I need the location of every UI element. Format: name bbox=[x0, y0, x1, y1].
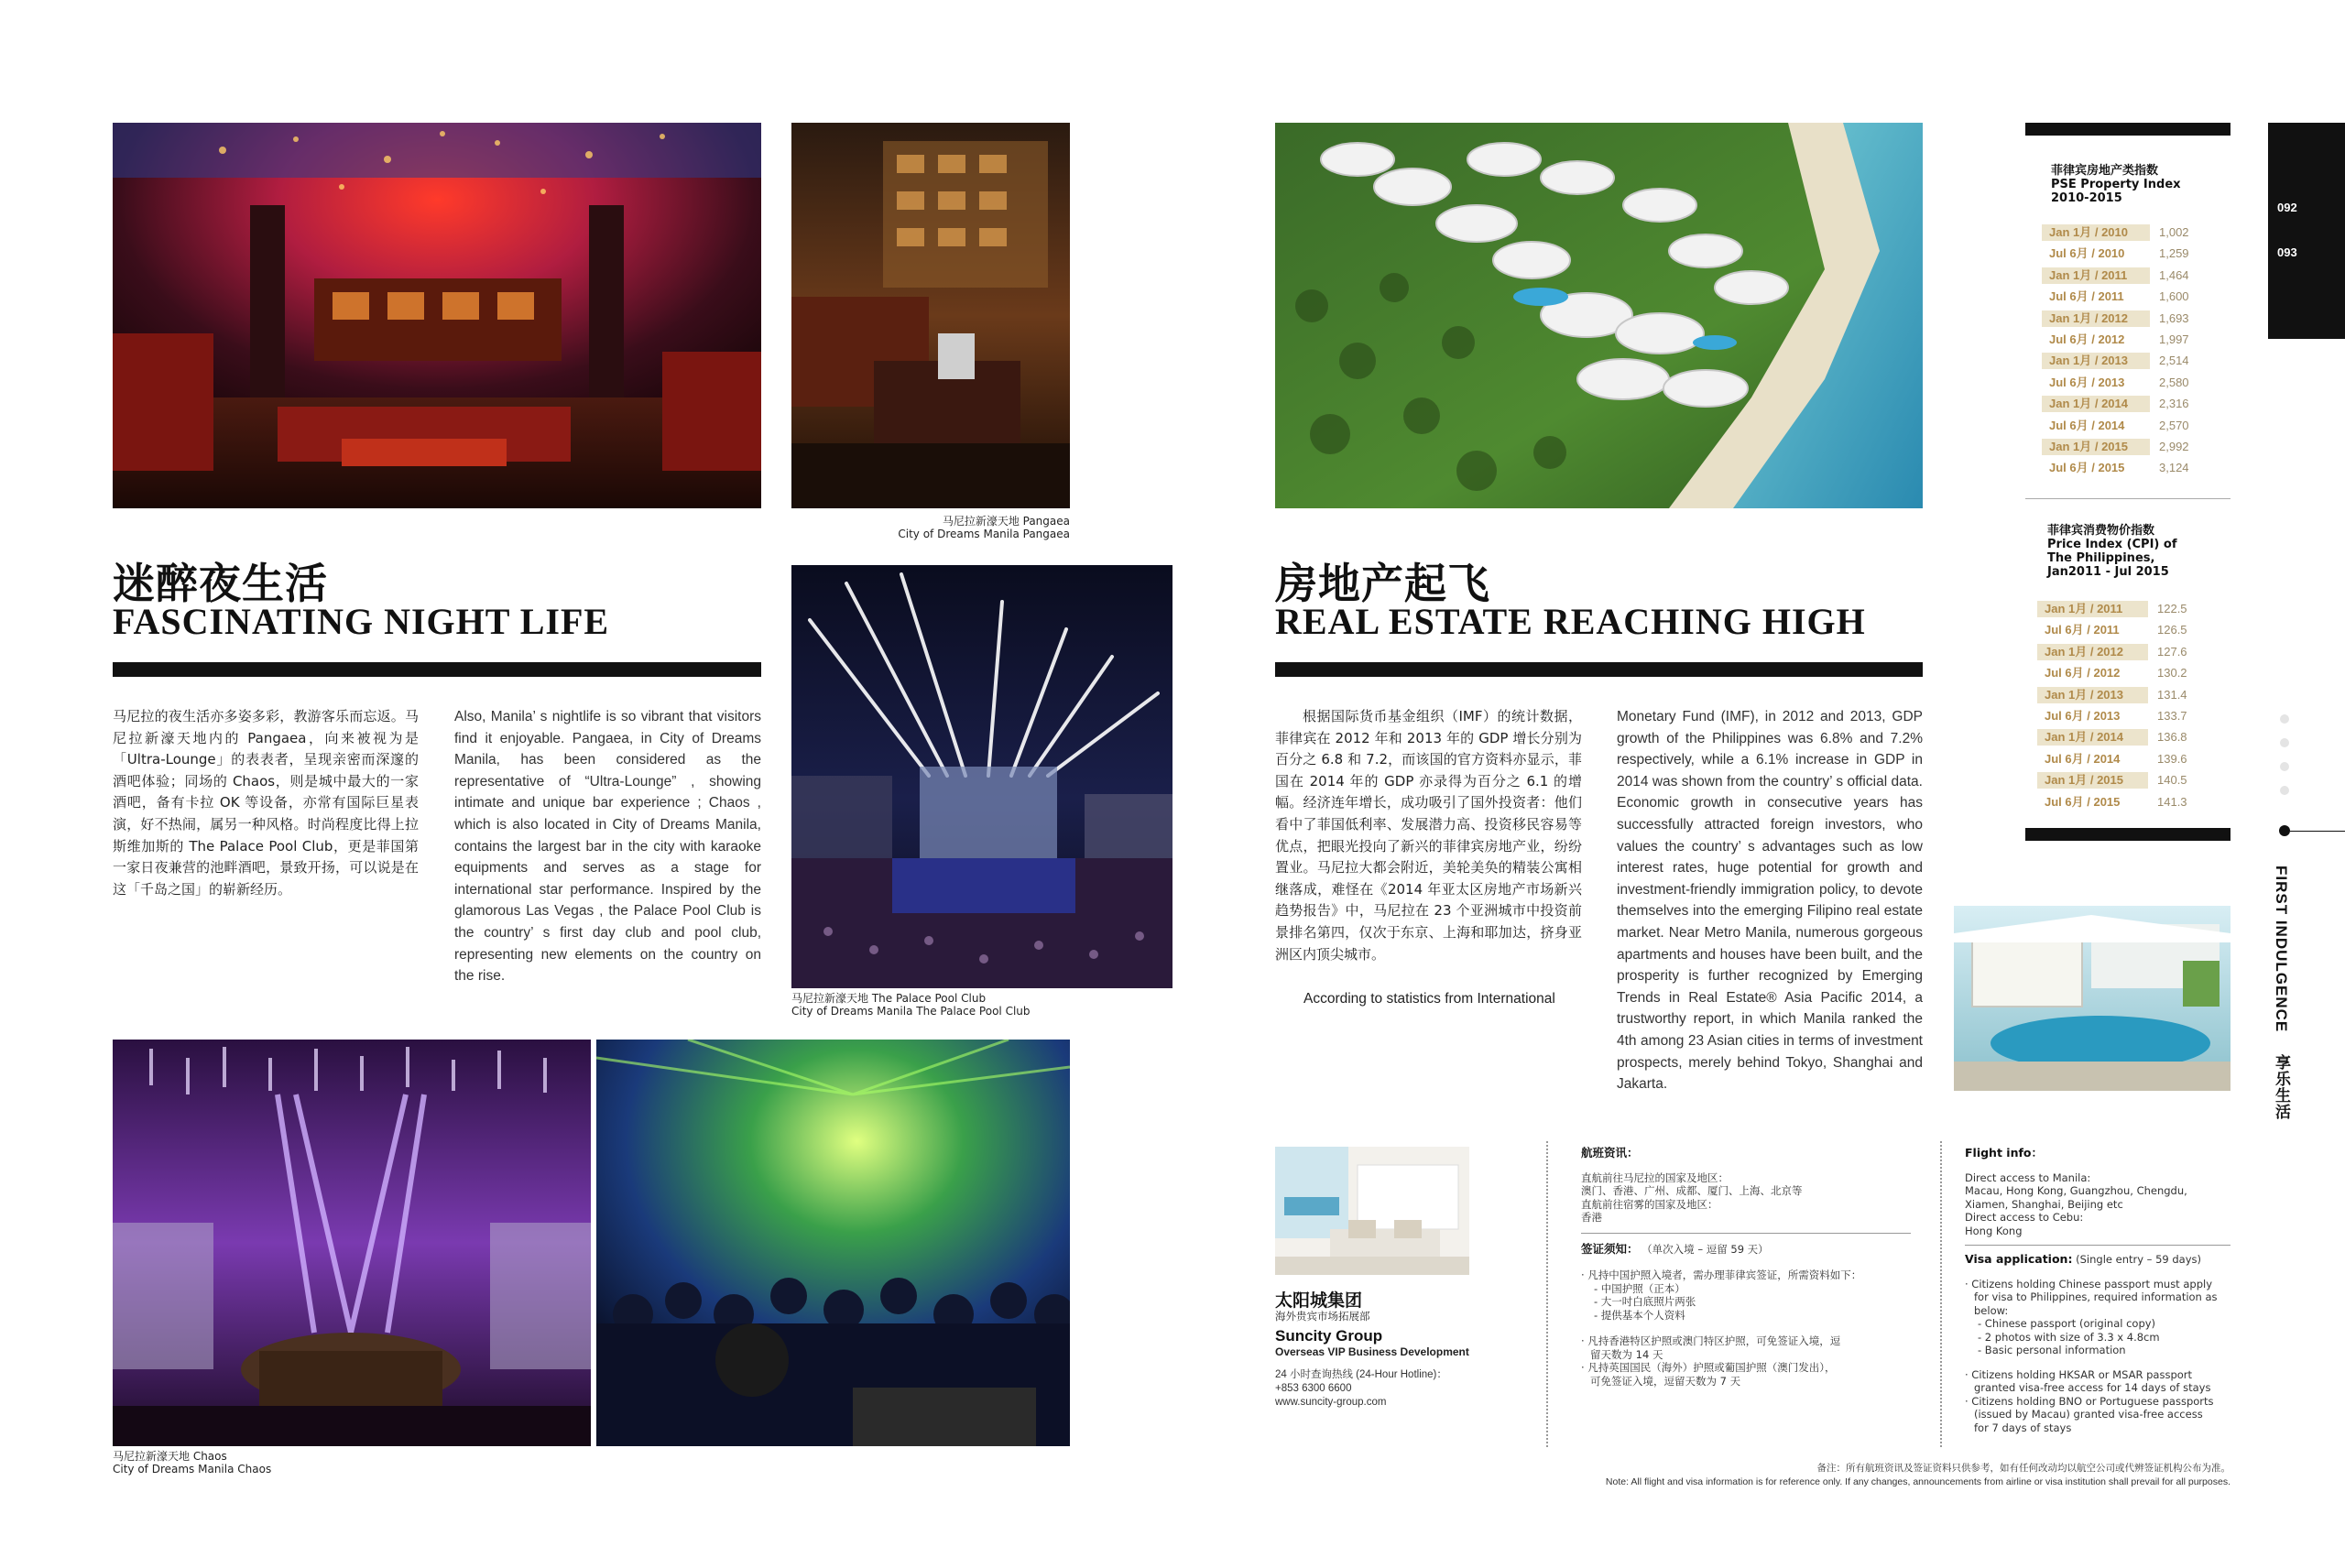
page-dot bbox=[2280, 714, 2289, 724]
cpi-date: Jul 6月 / 2011 bbox=[2045, 623, 2120, 637]
pangaea-caption-en: City of Dreams Manila Pangaea bbox=[898, 528, 1070, 540]
page-number-left: 092 bbox=[2277, 201, 2297, 214]
cpi-row bbox=[2037, 687, 2211, 705]
pse-index-title-cn: 菲律宾房地产类指数 bbox=[2051, 164, 2159, 178]
cpi-row bbox=[2037, 708, 2211, 726]
cpi-index-title bbox=[2047, 524, 2176, 579]
cpi-date: Jan 1月 / 2015 bbox=[2037, 772, 2148, 789]
suncity-phone[interactable]: +853 6300 6600 bbox=[1275, 1383, 1352, 1394]
cpi-row bbox=[2037, 794, 2211, 812]
real-estate-body-en: Monetary Fund (IMF), in 2012 and 2013, GDP growth of the Philippines was 6.8% and 7.2% respectively, while a 6.1% increase in GDP in 2014 was shown from the country’ s official data. Economic growth in consecutive years has successfully attracted foreign investors, who values the country’ s advantages such as low interest rates, huge potential for growth and investment-friendly immigration policy, to devote themselves into the emerging Filipino real estate market. Near Metro Manila, numerous gorgeous apartments and houses have been built, and the prosperity is further recognized by Emerging Trends in Real Estate® Asia Pacific 2014, a trustworthy report, in which Manila ranked the 4th among 23 Asian cities in terms of investment prospects, merely behind Tokyo, Shanghai and Jakarta. bbox=[1617, 709, 1923, 1093]
page-dot bbox=[2280, 786, 2289, 795]
pse-value: 2,514 bbox=[2159, 354, 2189, 368]
pse-value: 1,464 bbox=[2159, 267, 2189, 282]
visa-heading-en: Visa application: bbox=[1965, 1252, 2073, 1266]
cpi-value: 140.5 bbox=[2157, 773, 2187, 788]
real-estate-body-cn bbox=[1275, 706, 1582, 1010]
pse-row bbox=[2042, 439, 2216, 457]
chaos-chandelier-photo bbox=[113, 1040, 591, 1446]
pool-club-caption-en: City of Dreams Manila The Palace Pool Club bbox=[791, 1005, 1031, 1018]
cpi-index-title-cn: 菲律宾消费物价指数 bbox=[2047, 524, 2155, 538]
info-separator-1 bbox=[1546, 1141, 1548, 1447]
pse-row bbox=[2042, 310, 2216, 329]
real-estate-title-cn: 房地产起飞 bbox=[1275, 559, 1490, 608]
pse-row bbox=[2042, 224, 2216, 243]
pse-value: 1,600 bbox=[2159, 289, 2189, 304]
visa-line-en: granted visa-free access for 14 days of stays bbox=[1974, 1381, 2211, 1394]
pse-value: 3,124 bbox=[2159, 461, 2189, 475]
visa-line-cn: - 中国护照（正本） bbox=[1594, 1281, 1685, 1295]
nightlife-title-cn: 迷醉夜生活 bbox=[113, 559, 328, 608]
visa-note-cn: （单次入境 – 逗留 59 天） bbox=[1642, 1242, 1769, 1256]
flight-line-cn: 香港 bbox=[1581, 1211, 1602, 1224]
flight-line-cn: 直航前往宿雾的国家及地区： bbox=[1581, 1197, 1718, 1211]
pse-value: 2,570 bbox=[2159, 418, 2189, 432]
cpi-row bbox=[2037, 729, 2211, 747]
cpi-value: 136.8 bbox=[2157, 730, 2187, 745]
pse-date: Jul 6月 / 2010 bbox=[2049, 246, 2125, 261]
flight-info-en bbox=[1965, 1147, 2232, 1434]
footnote bbox=[1275, 1462, 2230, 1489]
visa-line-en: · Citizens holding Chinese passport must apply bbox=[1965, 1277, 2212, 1290]
suncity-website-link[interactable]: www.suncity-group.com bbox=[1275, 1397, 1387, 1408]
cpi-date: Jan 1月 / 2012 bbox=[2037, 644, 2148, 660]
pse-index-title bbox=[2051, 164, 2181, 205]
pse-row bbox=[2042, 460, 2216, 478]
cpi-value: 131.4 bbox=[2157, 687, 2187, 702]
section-label-cn: 享乐生活 bbox=[2273, 1053, 2290, 1120]
flight-line-en: Xiamen, Shanghai, Beijing etc bbox=[1965, 1197, 2123, 1211]
pse-row bbox=[2042, 332, 2216, 350]
visa-line-en: for 7 days of stays bbox=[1974, 1421, 2072, 1434]
cpi-value: 133.7 bbox=[2157, 709, 2187, 723]
cpi-value: 141.3 bbox=[2157, 794, 2187, 809]
info-separator-2 bbox=[1940, 1141, 1942, 1447]
pse-index-title-years: 2010-2015 bbox=[2051, 191, 2122, 205]
pse-index-divider bbox=[2025, 498, 2230, 499]
pse-value: 1,997 bbox=[2159, 332, 2189, 346]
cpi-date: Jan 1月 / 2013 bbox=[2037, 687, 2148, 703]
cpi-value: 139.6 bbox=[2157, 751, 2187, 766]
nightlife-title-en: FASCINATING NIGHT LIFE bbox=[113, 601, 610, 642]
cpi-value: 122.5 bbox=[2157, 602, 2187, 615]
visa-line-en: - Chinese passport (original copy) bbox=[1978, 1317, 2156, 1330]
cpi-date: Jul 6月 / 2013 bbox=[2045, 709, 2121, 723]
flight-line-cn: 澳门、香港、广州、成都、厦门、上海、北京等 bbox=[1581, 1184, 1803, 1197]
visa-line-en: - 2 photos with size of 3.3 x 4.8cm bbox=[1978, 1330, 2160, 1344]
pse-date: Jan 1月 / 2013 bbox=[2042, 353, 2150, 369]
visa-line-cn: · 凡持中国护照入境者，需办理菲律宾签证，所需资料如下： bbox=[1581, 1269, 1862, 1281]
pse-row bbox=[2042, 396, 2216, 414]
footnote-cn: 备注：所有航班资讯及签证资料只供参考，如有任何改动均以航空公司或代辨签证机构公布为准。 bbox=[1816, 1463, 2230, 1474]
suncity-name-en: Suncity Group bbox=[1275, 1327, 1383, 1345]
flight-line-en: Direct access to Cebu: bbox=[1965, 1211, 2084, 1224]
cpi-date: Jan 1月 / 2014 bbox=[2037, 729, 2148, 746]
cpi-value: 126.5 bbox=[2157, 623, 2187, 637]
page-dots bbox=[2280, 714, 2291, 843]
cpi-value: 130.2 bbox=[2157, 666, 2187, 681]
visa-line-cn: - 提供基本个人资料 bbox=[1594, 1308, 1685, 1322]
page-number-right: 093 bbox=[2277, 245, 2297, 259]
pse-date: Jul 6月 / 2014 bbox=[2049, 418, 2125, 432]
pse-row bbox=[2042, 375, 2216, 393]
pse-index-title-en: PSE Property Index bbox=[2051, 178, 2181, 191]
pool-club-caption-cn: 马尼拉新濠天地 The Palace Pool Club bbox=[791, 992, 987, 1005]
cpi-index-title-en-2: The Philippines, bbox=[2047, 551, 2155, 565]
pse-row bbox=[2042, 289, 2216, 307]
footnote-en: Note: All flight and visa information is for reference only. If any changes, announcements from airline or visa institution shall prevail for all purposes. bbox=[1605, 1476, 2230, 1487]
page-dot bbox=[2280, 738, 2289, 747]
pse-date: Jul 6月 / 2011 bbox=[2049, 289, 2124, 304]
pse-value: 1,002 bbox=[2159, 225, 2189, 239]
page-dot bbox=[2280, 762, 2289, 771]
pse-value: 2,316 bbox=[2159, 397, 2189, 411]
chaos-caption bbox=[113, 1450, 271, 1475]
resort-aerial-photo bbox=[1275, 123, 1923, 508]
visa-line-en: - Basic personal information bbox=[1978, 1344, 2126, 1356]
flight-divider-cn bbox=[1581, 1233, 1911, 1234]
visa-line-en: · Citizens holding BNO or Portuguese passports bbox=[1965, 1394, 2214, 1408]
flight-line-en: Direct access to Manila: bbox=[1965, 1171, 2091, 1184]
pool-club-caption bbox=[791, 992, 1031, 1018]
pse-date: Jan 1月 / 2012 bbox=[2042, 310, 2150, 327]
section-label bbox=[2270, 866, 2307, 1120]
visa-line-cn: · 凡持香港特区护照或澳门特区护照，可免签证入境，逗 bbox=[1581, 1334, 1841, 1347]
visa-line-en: · Citizens holding HKSAR or MSAR passport bbox=[1965, 1367, 2193, 1381]
nightlife-body-en: Also, Manila’ s nightlife is so vibrant that visitors find it enjoyable. Pangaea, in City of Dreams Manila, has been considered as the representative of “Ultra-Lounge” , showing intimate and unique bar experience ; Chaos , which is also located in City of Dreams Manila, contains the largest bar in the city with karaoke equipments and serves as a stage for international star performance. Inspired by the glamorous Las Vegas , the Palace Pool Club is the country’ s first day club and pool club, representing new elements on the country on the rise. bbox=[454, 709, 761, 985]
flight-line-en: Macau, Hong Kong, Guangzhou, Chengdu, bbox=[1965, 1184, 2187, 1197]
flight-heading-cn: 航班资讯： bbox=[1581, 1146, 1639, 1160]
visa-line-cn: 留天数为 14 天 bbox=[1590, 1347, 1663, 1361]
pse-date: Jul 6月 / 2015 bbox=[2049, 461, 2125, 475]
flight-line-cn: 直航前往马尼拉的国家及地区： bbox=[1581, 1171, 1729, 1184]
visa-line-cn: · 凡持英国国民（海外）护照或葡国护照（澳门发出）， bbox=[1581, 1361, 1836, 1374]
cpi-row bbox=[2037, 772, 2211, 790]
pse-value: 2,580 bbox=[2159, 375, 2189, 389]
suncity-name-cn: 太阳城集团 bbox=[1275, 1290, 1363, 1311]
suncity-dept-cn: 海外贵宾市场拓展部 bbox=[1275, 1312, 1370, 1323]
cpi-value: 127.6 bbox=[2157, 644, 2187, 659]
pangaea-lounge-photo bbox=[113, 123, 761, 508]
real-estate-body-cn-text: 根据国际货币基金组织（IMF）的统计数据，菲律宾在 2012 年和 2013 年的 GDP 增长分别为百分之 6.8 和 7.2，而该国的官方资料亦显示，菲国在 2014 年的 GDP 亦录得为百分之 6.1 的增幅。经济连年增长，成功吸引了国外投资者：他们看中了菲国低利率、发展潜力高、投资移民容易等优点，把眼光投向了新兴的菲律宾房地产业，纷纷置业。马尼拉大都会附近，美轮美奂的精装公寓相继落成，难怪在《2014 年亚太区房地产市场新兴趋势报告》中，马尼拉在 23 个亚洲城市中投资前景排名第四，仅次于东京、上海和耶加达，挤身亚洲区内顶尖城市。 bbox=[1275, 708, 1582, 963]
suncity-dept-en: Overseas VIP Business Development bbox=[1275, 1345, 1469, 1358]
cpi-row bbox=[2037, 622, 2211, 640]
cpi-date: Jul 6月 / 2015 bbox=[2045, 794, 2121, 809]
pool-club-fireworks-photo bbox=[791, 565, 1172, 988]
cpi-row bbox=[2037, 601, 2211, 619]
nightlife-title-bar bbox=[113, 662, 761, 677]
pse-date: Jan 1月 / 2014 bbox=[2042, 396, 2150, 412]
chaos-caption-cn: 马尼拉新濠天地 Chaos bbox=[113, 1450, 227, 1463]
page-dot-active bbox=[2279, 825, 2290, 836]
pse-date: Jul 6月 / 2013 bbox=[2049, 375, 2125, 389]
pse-value: 1,693 bbox=[2159, 310, 2189, 325]
villa-pool-photo bbox=[1954, 906, 2230, 1091]
real-estate-title-bar bbox=[1275, 662, 1923, 677]
cpi-date: Jan 1月 / 2011 bbox=[2037, 601, 2148, 617]
flight-info-cn bbox=[1581, 1147, 1911, 1388]
pse-row bbox=[2042, 418, 2216, 436]
visa-line-cn: - 大一吋白底照片两张 bbox=[1594, 1295, 1696, 1308]
visa-line-en: below: bbox=[1974, 1303, 2009, 1317]
cpi-index-title-en-1: Price Index (CPI) of bbox=[2047, 538, 2177, 551]
section-tab-line bbox=[2290, 831, 2345, 832]
pse-row bbox=[2042, 267, 2216, 286]
cpi-date: Jul 6月 / 2014 bbox=[2045, 751, 2121, 766]
pse-date: Jan 1月 / 2011 bbox=[2042, 267, 2150, 284]
page-number-tab bbox=[2268, 123, 2345, 339]
pangaea-caption bbox=[791, 515, 1070, 540]
pse-value: 2,992 bbox=[2159, 440, 2189, 453]
real-estate-title-en: REAL ESTATE REACHING HIGH bbox=[1275, 601, 1866, 642]
pse-row bbox=[2042, 245, 2216, 264]
suncity-hotline-label: 24 小时查询热线 (24-Hour Hotline)： bbox=[1275, 1369, 1447, 1380]
pse-index-top-bar bbox=[2025, 123, 2230, 136]
cpi-index-bottom-bar bbox=[2025, 828, 2230, 841]
section-label-en: FIRST INDULGENCE bbox=[2273, 866, 2290, 1033]
cpi-index-title-years: Jan2011 - Jul 2015 bbox=[2047, 565, 2169, 579]
visa-line-en: (issued by Macau) granted visa-free access bbox=[1974, 1408, 2203, 1421]
flight-divider-en bbox=[1965, 1245, 2230, 1246]
pse-date: Jan 1月 / 2015 bbox=[2042, 439, 2150, 455]
pangaea-bar-photo bbox=[791, 123, 1070, 508]
pse-value: 1,259 bbox=[2159, 246, 2189, 261]
suncity-contact bbox=[1275, 1290, 1504, 1410]
pse-row bbox=[2042, 353, 2216, 371]
flight-heading-en: Flight info： bbox=[1965, 1146, 2043, 1160]
visa-line-cn: 可免签证入境，逗留天数为 7 天 bbox=[1590, 1374, 1741, 1388]
real-estate-body-en-lead: According to statistics from International bbox=[1303, 991, 1555, 1007]
cpi-row bbox=[2037, 751, 2211, 769]
pangaea-caption-cn: 马尼拉新濠天地 Pangaea bbox=[942, 515, 1070, 528]
pse-date: Jan 1月 / 2010 bbox=[2042, 224, 2150, 241]
chaos-caption-en: City of Dreams Manila Chaos bbox=[113, 1463, 272, 1475]
nightlife-body-cn: 马尼拉的夜生活亦多姿多彩，教游客乐而忘返。马尼拉新濠天地内的 Pangaea，向来被视为是「Ultra-Lounge」的表表者，呈现亲密而深邃的酒吧体验；同场的 Chaos，则是城中最大的一家酒吧，备有卡拉 OK 等设备，亦常有国际巨星表演，好不热闹，属另一种风格。时尚程度比得上拉斯维加斯的 The Palace Pool Club，更是菲国第一家日夜兼营的池畔酒吧，景致开扬，可以说是在这「千岛之国」的崭新经历。 bbox=[113, 708, 419, 898]
chaos-crowd-photo bbox=[596, 1040, 1070, 1446]
visa-line-en: for visa to Philippines, required information as bbox=[1974, 1290, 2218, 1303]
visa-heading-cn: 签证须知： bbox=[1581, 1241, 1639, 1256]
cpi-date: Jul 6月 / 2012 bbox=[2045, 666, 2121, 681]
pse-date: Jul 6月 / 2012 bbox=[2049, 332, 2125, 346]
suncity-interior-photo bbox=[1275, 1147, 1469, 1275]
flight-line-en: Hong Kong bbox=[1965, 1224, 2023, 1237]
cpi-row bbox=[2037, 644, 2211, 662]
visa-note-en: (Single entry – 59 days) bbox=[2076, 1253, 2202, 1266]
cpi-row bbox=[2037, 665, 2211, 683]
